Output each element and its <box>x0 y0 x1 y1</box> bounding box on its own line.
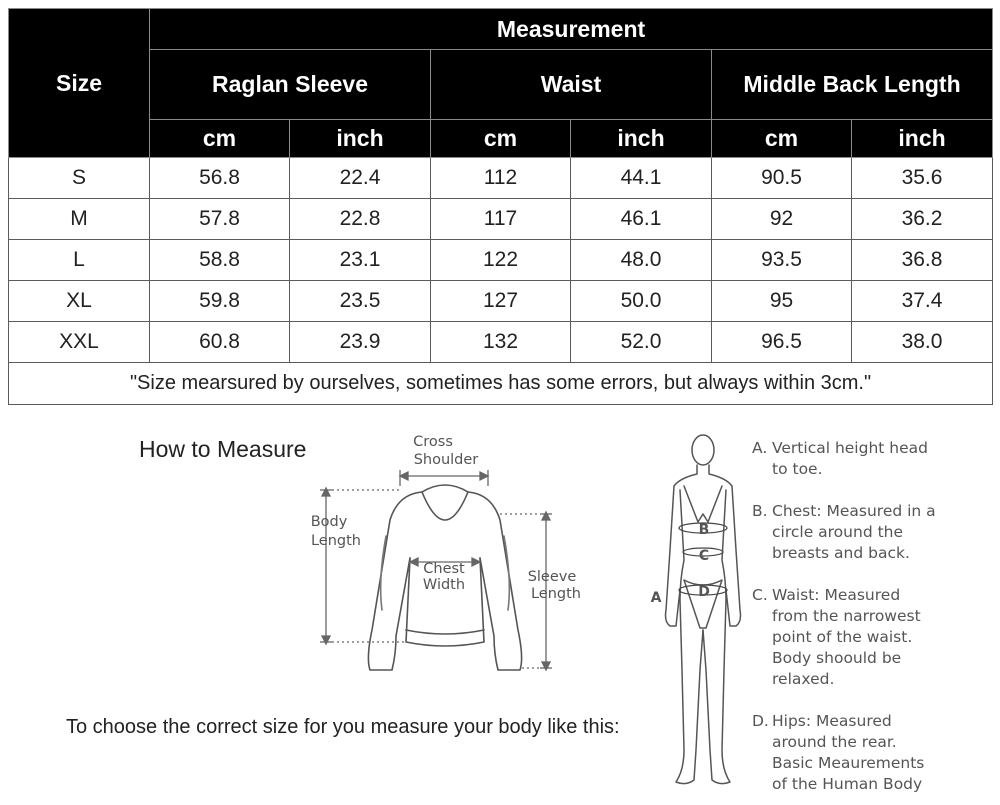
measurement-header: Measurement <box>150 9 993 50</box>
table-cell: 46.1 <box>571 199 712 240</box>
table-cell: 122 <box>431 240 571 281</box>
shirt-measure-diagram <box>300 430 610 680</box>
size-cell: S <box>9 158 150 199</box>
body-head <box>692 435 714 465</box>
step-d: D. Hips: Measured around the rear. Basic Meaurements of the Human Body <box>752 712 925 793</box>
step-letter: A. <box>752 439 768 457</box>
body-right-side <box>709 465 741 626</box>
step-letter: C. <box>752 586 768 604</box>
table-cell: 112 <box>431 158 571 199</box>
table-cell: 59.8 <box>150 281 290 322</box>
table-cell: 52.0 <box>571 322 712 363</box>
table-row <box>9 240 993 281</box>
label-b: B <box>698 522 710 538</box>
label-sleeve: Sleeve <box>527 569 577 585</box>
table-cell: 44.1 <box>571 158 712 199</box>
table-cell: 38.0 <box>852 322 993 363</box>
waist-header: Waist <box>431 50 712 120</box>
table-cell: 23.9 <box>290 322 431 363</box>
size-cell: XL <box>9 281 150 322</box>
table-cell: 58.8 <box>150 240 290 281</box>
table-cell: 35.6 <box>852 158 993 199</box>
label-body-length: Length <box>310 533 362 549</box>
label-d: D <box>698 584 710 600</box>
table-cell: 60.8 <box>150 322 290 363</box>
table-cell: 57.8 <box>150 199 290 240</box>
table-cell: 93.5 <box>712 240 852 281</box>
body-bra <box>684 486 722 522</box>
shirt-hem <box>406 630 484 634</box>
table-cell: 23.1 <box>290 240 431 281</box>
size-table <box>8 8 993 405</box>
shirt-neckline <box>422 492 468 520</box>
size-cell: L <box>9 240 150 281</box>
step-letter: B. <box>752 502 768 520</box>
table-cell: 117 <box>431 199 571 240</box>
measure-steps <box>752 438 992 795</box>
table-cell: 132 <box>431 322 571 363</box>
unit-header: inch <box>290 120 431 158</box>
table-row <box>9 281 993 322</box>
unit-header: cm <box>712 120 852 158</box>
label-body: Body <box>310 514 348 530</box>
step-b: B. Chest: Measured in a circle around the breasts and back. <box>752 502 936 562</box>
table-cell: 127 <box>431 281 571 322</box>
label-shoulder: Shoulder <box>413 452 479 468</box>
table-cell: 95 <box>712 281 852 322</box>
label-cross: Cross <box>413 434 453 450</box>
unit-header: inch <box>852 120 993 158</box>
step-letter: D. <box>752 712 769 730</box>
table-cell: 48.0 <box>571 240 712 281</box>
table-cell: 37.4 <box>852 281 993 322</box>
table-cell: 23.5 <box>290 281 431 322</box>
step-a: A. Vertical height head to toe. <box>752 439 928 478</box>
table-row <box>9 158 993 199</box>
table-cell: 50.0 <box>571 281 712 322</box>
label-sleeve-length: Length <box>530 586 582 602</box>
choose-size-text: To choose the correct size for you measure your body like this: <box>66 716 620 738</box>
size-cell: XXL <box>9 322 150 363</box>
table-cell: 92 <box>712 199 852 240</box>
table-cell: 36.8 <box>852 240 993 281</box>
label-a: A <box>650 590 662 606</box>
table-row <box>9 322 993 363</box>
unit-header: inch <box>571 120 712 158</box>
table-cell: 96.5 <box>712 322 852 363</box>
label-width: Width <box>422 577 466 593</box>
label-chest: Chest <box>423 561 465 577</box>
table-cell: 36.2 <box>852 199 993 240</box>
table-cell: 90.5 <box>712 158 852 199</box>
shirt-collar <box>422 485 468 492</box>
size-header: Size <box>9 9 150 158</box>
middle-back-length-header: Middle Back Length <box>712 50 993 120</box>
table-cell: 56.8 <box>150 158 290 199</box>
label-c: C <box>698 548 710 564</box>
unit-header: cm <box>150 120 290 158</box>
body-measure-diagram <box>640 430 750 805</box>
size-cell: M <box>9 199 150 240</box>
table-cell: 22.8 <box>290 199 431 240</box>
unit-header: cm <box>431 120 571 158</box>
table-row <box>9 199 993 240</box>
step-c: C. Waist: Measured from the narrowest point of the waist. Body shoould be relaxed. <box>752 586 921 688</box>
table-cell: 22.4 <box>290 158 431 199</box>
how-to-measure-title: How to Measure <box>139 436 307 462</box>
raglan-sleeve-header: Raglan Sleeve <box>150 50 431 120</box>
size-note: "Size mearsured by ourselves, sometimes has some errors, but always within 3cm." <box>9 363 993 405</box>
body-left-side <box>666 465 698 626</box>
